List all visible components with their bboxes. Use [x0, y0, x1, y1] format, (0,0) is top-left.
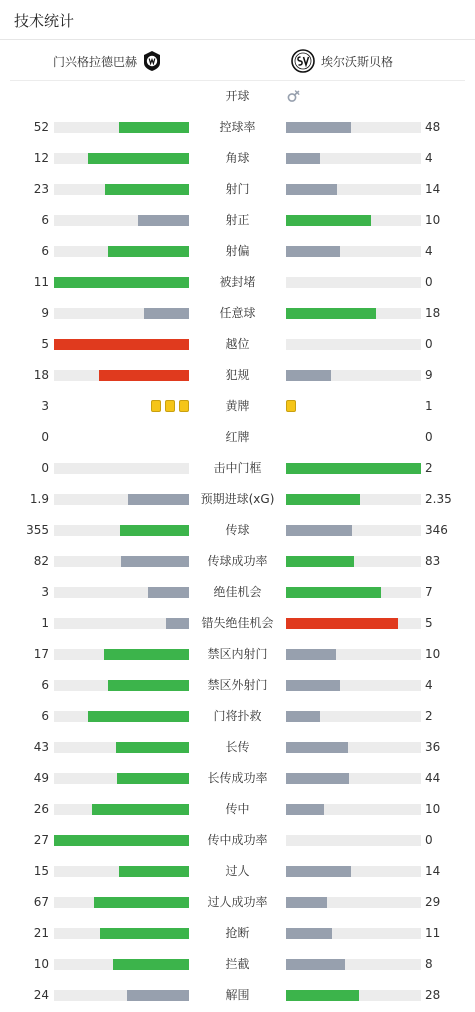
home-stat-bar: [54, 897, 189, 908]
away-stat-value: 2: [425, 461, 433, 475]
away-stat-value: 28: [425, 988, 441, 1002]
away-stat-value: 2: [425, 709, 433, 723]
away-stat-bar: [286, 153, 421, 164]
page-title: 技术统计: [14, 12, 75, 30]
away-stat-value: 18: [425, 306, 441, 320]
away-stat-bar-fill: [286, 246, 340, 257]
away-stat-bar: [286, 959, 421, 970]
home-stat-bar-fill: [88, 153, 189, 164]
stat-row: [0, 546, 475, 577]
away-stat-bar: [286, 928, 421, 939]
home-stat-bar: [54, 990, 189, 1001]
home-stat-bar: [54, 587, 189, 598]
home-stat-bar: [54, 618, 189, 629]
stat-label: 射门: [225, 182, 250, 196]
home-stat-bar: [54, 866, 189, 877]
stat-row: [0, 763, 475, 794]
away-stat-bar-fill: [286, 618, 398, 629]
home-stat-value: 26: [33, 802, 49, 816]
stat-row: [0, 484, 475, 515]
away-stat-value: 4: [425, 151, 433, 165]
home-stat-value: 43: [33, 740, 49, 754]
away-stat-bar: [286, 370, 421, 381]
away-stat-value: 29: [425, 895, 441, 909]
home-stat-bar-fill: [127, 990, 189, 1001]
away-stat-value: 7: [425, 585, 433, 599]
home-stat-bar-fill: [138, 215, 189, 226]
home-stat-value: 21: [33, 926, 49, 940]
away-stat-bar: [286, 556, 421, 567]
stat-row: [0, 732, 475, 763]
stat-label: 射偏: [225, 244, 250, 258]
stat-label: 门将扑救: [213, 709, 262, 723]
yellow-card-icon: [165, 400, 175, 412]
stat-row: [0, 701, 475, 732]
home-stat-value: 27: [33, 833, 49, 847]
home-stat-value: 49: [33, 771, 49, 785]
stat-row: [0, 422, 475, 453]
kickoff-row: [0, 81, 475, 112]
stat-label: 长传: [225, 740, 250, 754]
home-stat-bar-fill: [108, 680, 189, 691]
away-stat-bar-fill: [286, 711, 320, 722]
away-stat-bar: [286, 184, 421, 195]
away-stat-bar-fill: [286, 525, 352, 536]
stat-row: [0, 143, 475, 174]
home-stat-bar-fill: [119, 122, 189, 133]
home-team-name: 门兴格拉德巴赫: [52, 54, 137, 69]
stat-row: [0, 887, 475, 918]
away-stat-bar: [286, 804, 421, 815]
away-stat-value: 4: [425, 678, 433, 692]
home-stat-bar-fill: [148, 587, 189, 598]
away-stat-bar: [286, 990, 421, 1001]
stat-label: 预期进球(xG): [200, 492, 275, 506]
away-stat-bar-fill: [286, 215, 371, 226]
away-stat-bar-fill: [286, 494, 360, 505]
away-stat-value: 5: [425, 616, 433, 630]
home-stat-bar-fill: [54, 835, 189, 846]
away-stat-value: 14: [425, 182, 441, 196]
away-stat-bar: [286, 618, 421, 629]
home-team[interactable]: [53, 42, 161, 80]
home-stat-value: 6: [41, 709, 49, 723]
stat-row: [0, 980, 475, 1011]
yellow-card-icon: [286, 400, 296, 412]
yellow-card-icon: [151, 400, 161, 412]
title-divider: [0, 39, 475, 40]
away-stat-bar-fill: [286, 680, 340, 691]
stat-row: [0, 608, 475, 639]
away-team-name: 埃尔沃斯贝格: [321, 54, 394, 69]
away-stat-bar: [286, 525, 421, 536]
stat-row: [0, 918, 475, 949]
home-stat-bar: [54, 742, 189, 753]
home-stat-value: 3: [41, 585, 49, 599]
home-stat-value: 6: [41, 213, 49, 227]
kickoff-whistle-icon: [286, 89, 300, 103]
home-stat-value: 0: [41, 430, 49, 444]
home-stat-bar-fill: [119, 866, 189, 877]
yellow-card-icon: [179, 400, 189, 412]
stat-row: [0, 639, 475, 670]
away-stat-value: 0: [425, 275, 433, 289]
away-stat-value: 36: [425, 740, 441, 754]
home-stat-bar: [54, 215, 189, 226]
elversberg-crest-icon: [291, 49, 315, 73]
stat-label: 击中门框: [213, 461, 262, 475]
home-stat-bar: [54, 122, 189, 133]
stat-row: [0, 825, 475, 856]
away-stat-bar: [286, 308, 421, 319]
stat-row: [0, 391, 475, 422]
stat-row: [0, 453, 475, 484]
home-stat-bar-fill: [92, 804, 189, 815]
away-stat-value: 8: [425, 957, 433, 971]
home-stat-bar: [54, 804, 189, 815]
home-stat-bar: [54, 494, 189, 505]
away-stat-bar: [286, 246, 421, 257]
away-stat-bar-fill: [286, 184, 337, 195]
stat-row: [0, 670, 475, 701]
home-stat-value: 5: [41, 337, 49, 351]
home-stat-bar: [54, 649, 189, 660]
away-stat-value: 10: [425, 647, 441, 661]
away-cards: [286, 400, 296, 413]
home-stat-value: 52: [33, 120, 49, 134]
home-stat-bar-fill: [88, 711, 189, 722]
away-stat-bar: [286, 866, 421, 877]
away-stat-value: 10: [425, 213, 441, 227]
stat-label: 任意球: [219, 306, 256, 320]
home-stat-bar-fill: [121, 556, 189, 567]
home-stat-bar: [54, 370, 189, 381]
away-stat-bar: [286, 463, 421, 474]
away-stat-bar-fill: [286, 897, 327, 908]
home-stat-bar-fill: [117, 773, 189, 784]
stat-label: 传中成功率: [207, 833, 268, 847]
home-stat-bar-fill: [94, 897, 189, 908]
stat-row: [0, 856, 475, 887]
stat-row: [0, 236, 475, 267]
away-stat-bar: [286, 742, 421, 753]
away-team[interactable]: [291, 42, 393, 80]
home-stat-bar: [54, 339, 189, 350]
stat-row: [0, 949, 475, 980]
away-stat-bar: [286, 494, 421, 505]
home-stat-bar: [54, 525, 189, 536]
away-stat-value: 83: [425, 554, 441, 568]
stat-row: [0, 360, 475, 391]
stat-label: 开球: [225, 89, 250, 103]
home-stat-bar: [54, 277, 189, 288]
away-stat-bar-fill: [286, 773, 349, 784]
stat-label: 红牌: [225, 430, 250, 444]
stat-label: 犯规: [225, 368, 250, 382]
away-stat-bar: [286, 339, 421, 350]
away-stat-value: 11: [425, 926, 441, 940]
stat-row: [0, 174, 475, 205]
stat-row: [0, 205, 475, 236]
away-stat-bar: [286, 215, 421, 226]
home-cards: [151, 400, 189, 413]
away-stat-value: 14: [425, 864, 441, 878]
away-stat-value: 48: [425, 120, 441, 134]
away-stat-bar-fill: [286, 649, 336, 660]
stat-label: 控球率: [219, 120, 256, 134]
home-stat-value: 17: [33, 647, 49, 661]
away-stat-bar-fill: [286, 556, 354, 567]
home-stat-bar: [54, 773, 189, 784]
stat-label: 传球成功率: [207, 554, 268, 568]
home-stat-value: 18: [33, 368, 49, 382]
stat-label: 抢断: [225, 926, 250, 940]
away-stat-value: 346: [425, 523, 448, 537]
away-stat-bar: [286, 897, 421, 908]
away-stat-value: 2.35: [425, 492, 452, 506]
home-stat-bar-fill: [120, 525, 189, 536]
stat-label: 黄牌: [225, 399, 250, 413]
away-stat-bar-fill: [286, 122, 351, 133]
home-stat-bar: [54, 556, 189, 567]
home-stat-bar-fill: [54, 339, 189, 350]
stat-label: 越位: [225, 337, 250, 351]
away-stat-bar: [286, 773, 421, 784]
stat-label: 过人: [225, 864, 250, 878]
stat-label: 角球: [225, 151, 250, 165]
away-stat-value: 10: [425, 802, 441, 816]
home-stat-bar-fill: [99, 370, 189, 381]
home-stat-bar-fill: [100, 928, 189, 939]
away-stat-bar: [286, 277, 421, 288]
stat-label: 长传成功率: [207, 771, 268, 785]
stat-row: [0, 298, 475, 329]
stat-label: 被封堵: [219, 275, 256, 289]
stat-label: 过人成功率: [207, 895, 268, 909]
home-stat-bar: [54, 835, 189, 846]
away-stat-bar-fill: [286, 308, 376, 319]
home-stat-value: 12: [33, 151, 49, 165]
away-stat-bar: [286, 649, 421, 660]
stat-label: 错失绝佳机会: [201, 616, 274, 630]
home-stat-bar-fill: [104, 649, 189, 660]
home-stat-bar-fill: [108, 246, 189, 257]
stat-row: [0, 794, 475, 825]
stat-row: [0, 329, 475, 360]
home-stat-value: 0: [41, 461, 49, 475]
home-stat-bar-fill: [166, 618, 189, 629]
home-stat-value: 3: [41, 399, 49, 413]
home-stat-bar: [54, 463, 189, 474]
stat-label: 绝佳机会: [213, 585, 262, 599]
away-stat-bar-fill: [286, 804, 324, 815]
stat-row: [0, 577, 475, 608]
home-stat-bar: [54, 711, 189, 722]
away-stat-bar-fill: [286, 587, 381, 598]
home-stat-bar-fill: [116, 742, 189, 753]
home-stat-value: 10: [33, 957, 49, 971]
home-stat-value: 67: [33, 895, 49, 909]
away-stat-value: 9: [425, 368, 433, 382]
home-stat-bar-fill: [144, 308, 189, 319]
home-stat-value: 82: [33, 554, 49, 568]
stat-label: 传球: [225, 523, 250, 537]
away-stat-bar: [286, 835, 421, 846]
teams-header: [0, 42, 475, 80]
home-stat-value: 15: [33, 864, 49, 878]
home-stat-bar: [54, 680, 189, 691]
stat-label: 传中: [225, 802, 250, 816]
gladbach-crest-icon: [143, 50, 161, 72]
away-stat-bar: [286, 122, 421, 133]
away-stat-value: 44: [425, 771, 441, 785]
away-stat-bar-fill: [286, 866, 351, 877]
away-stat-value: 0: [425, 833, 433, 847]
stat-row: [0, 515, 475, 546]
stat-label: 拦截: [225, 957, 250, 971]
away-stat-bar: [286, 680, 421, 691]
home-stat-bar: [54, 246, 189, 257]
away-stat-bar: [286, 587, 421, 598]
away-stat-value: 0: [425, 337, 433, 351]
home-stat-value: 24: [33, 988, 49, 1002]
away-stat-bar-fill: [286, 153, 320, 164]
stat-row: [0, 112, 475, 143]
home-stat-value: 355: [26, 523, 49, 537]
away-stat-value: 4: [425, 244, 433, 258]
away-stat-bar-fill: [286, 990, 359, 1001]
home-stat-bar-fill: [105, 184, 189, 195]
stat-label: 射正: [225, 213, 250, 227]
home-stat-value: 6: [41, 244, 49, 258]
home-stat-value: 9: [41, 306, 49, 320]
home-stat-bar-fill: [54, 277, 189, 288]
away-stat-bar-fill: [286, 959, 345, 970]
home-stat-bar: [54, 184, 189, 195]
home-stat-value: 1.9: [29, 492, 49, 506]
stat-label: 禁区内射门: [207, 647, 268, 661]
home-stat-bar: [54, 928, 189, 939]
away-stat-value: 1: [425, 399, 433, 413]
away-stat-bar: [286, 711, 421, 722]
away-stat-bar-fill: [286, 370, 331, 381]
home-stat-value: 23: [33, 182, 49, 196]
home-stat-value: 1: [41, 616, 49, 630]
away-stat-bar-fill: [286, 463, 421, 474]
home-stat-bar-fill: [113, 959, 189, 970]
away-stat-value: 0: [425, 430, 433, 444]
home-stat-bar: [54, 308, 189, 319]
home-stat-bar: [54, 153, 189, 164]
home-stat-bar: [54, 959, 189, 970]
stat-label: 禁区外射门: [207, 678, 268, 692]
home-stat-value: 11: [33, 275, 49, 289]
away-stat-bar-fill: [286, 928, 332, 939]
stat-label: 解围: [225, 988, 250, 1002]
home-stat-value: 6: [41, 678, 49, 692]
stat-row: [0, 267, 475, 298]
away-stat-bar-fill: [286, 742, 348, 753]
home-stat-bar-fill: [128, 494, 189, 505]
